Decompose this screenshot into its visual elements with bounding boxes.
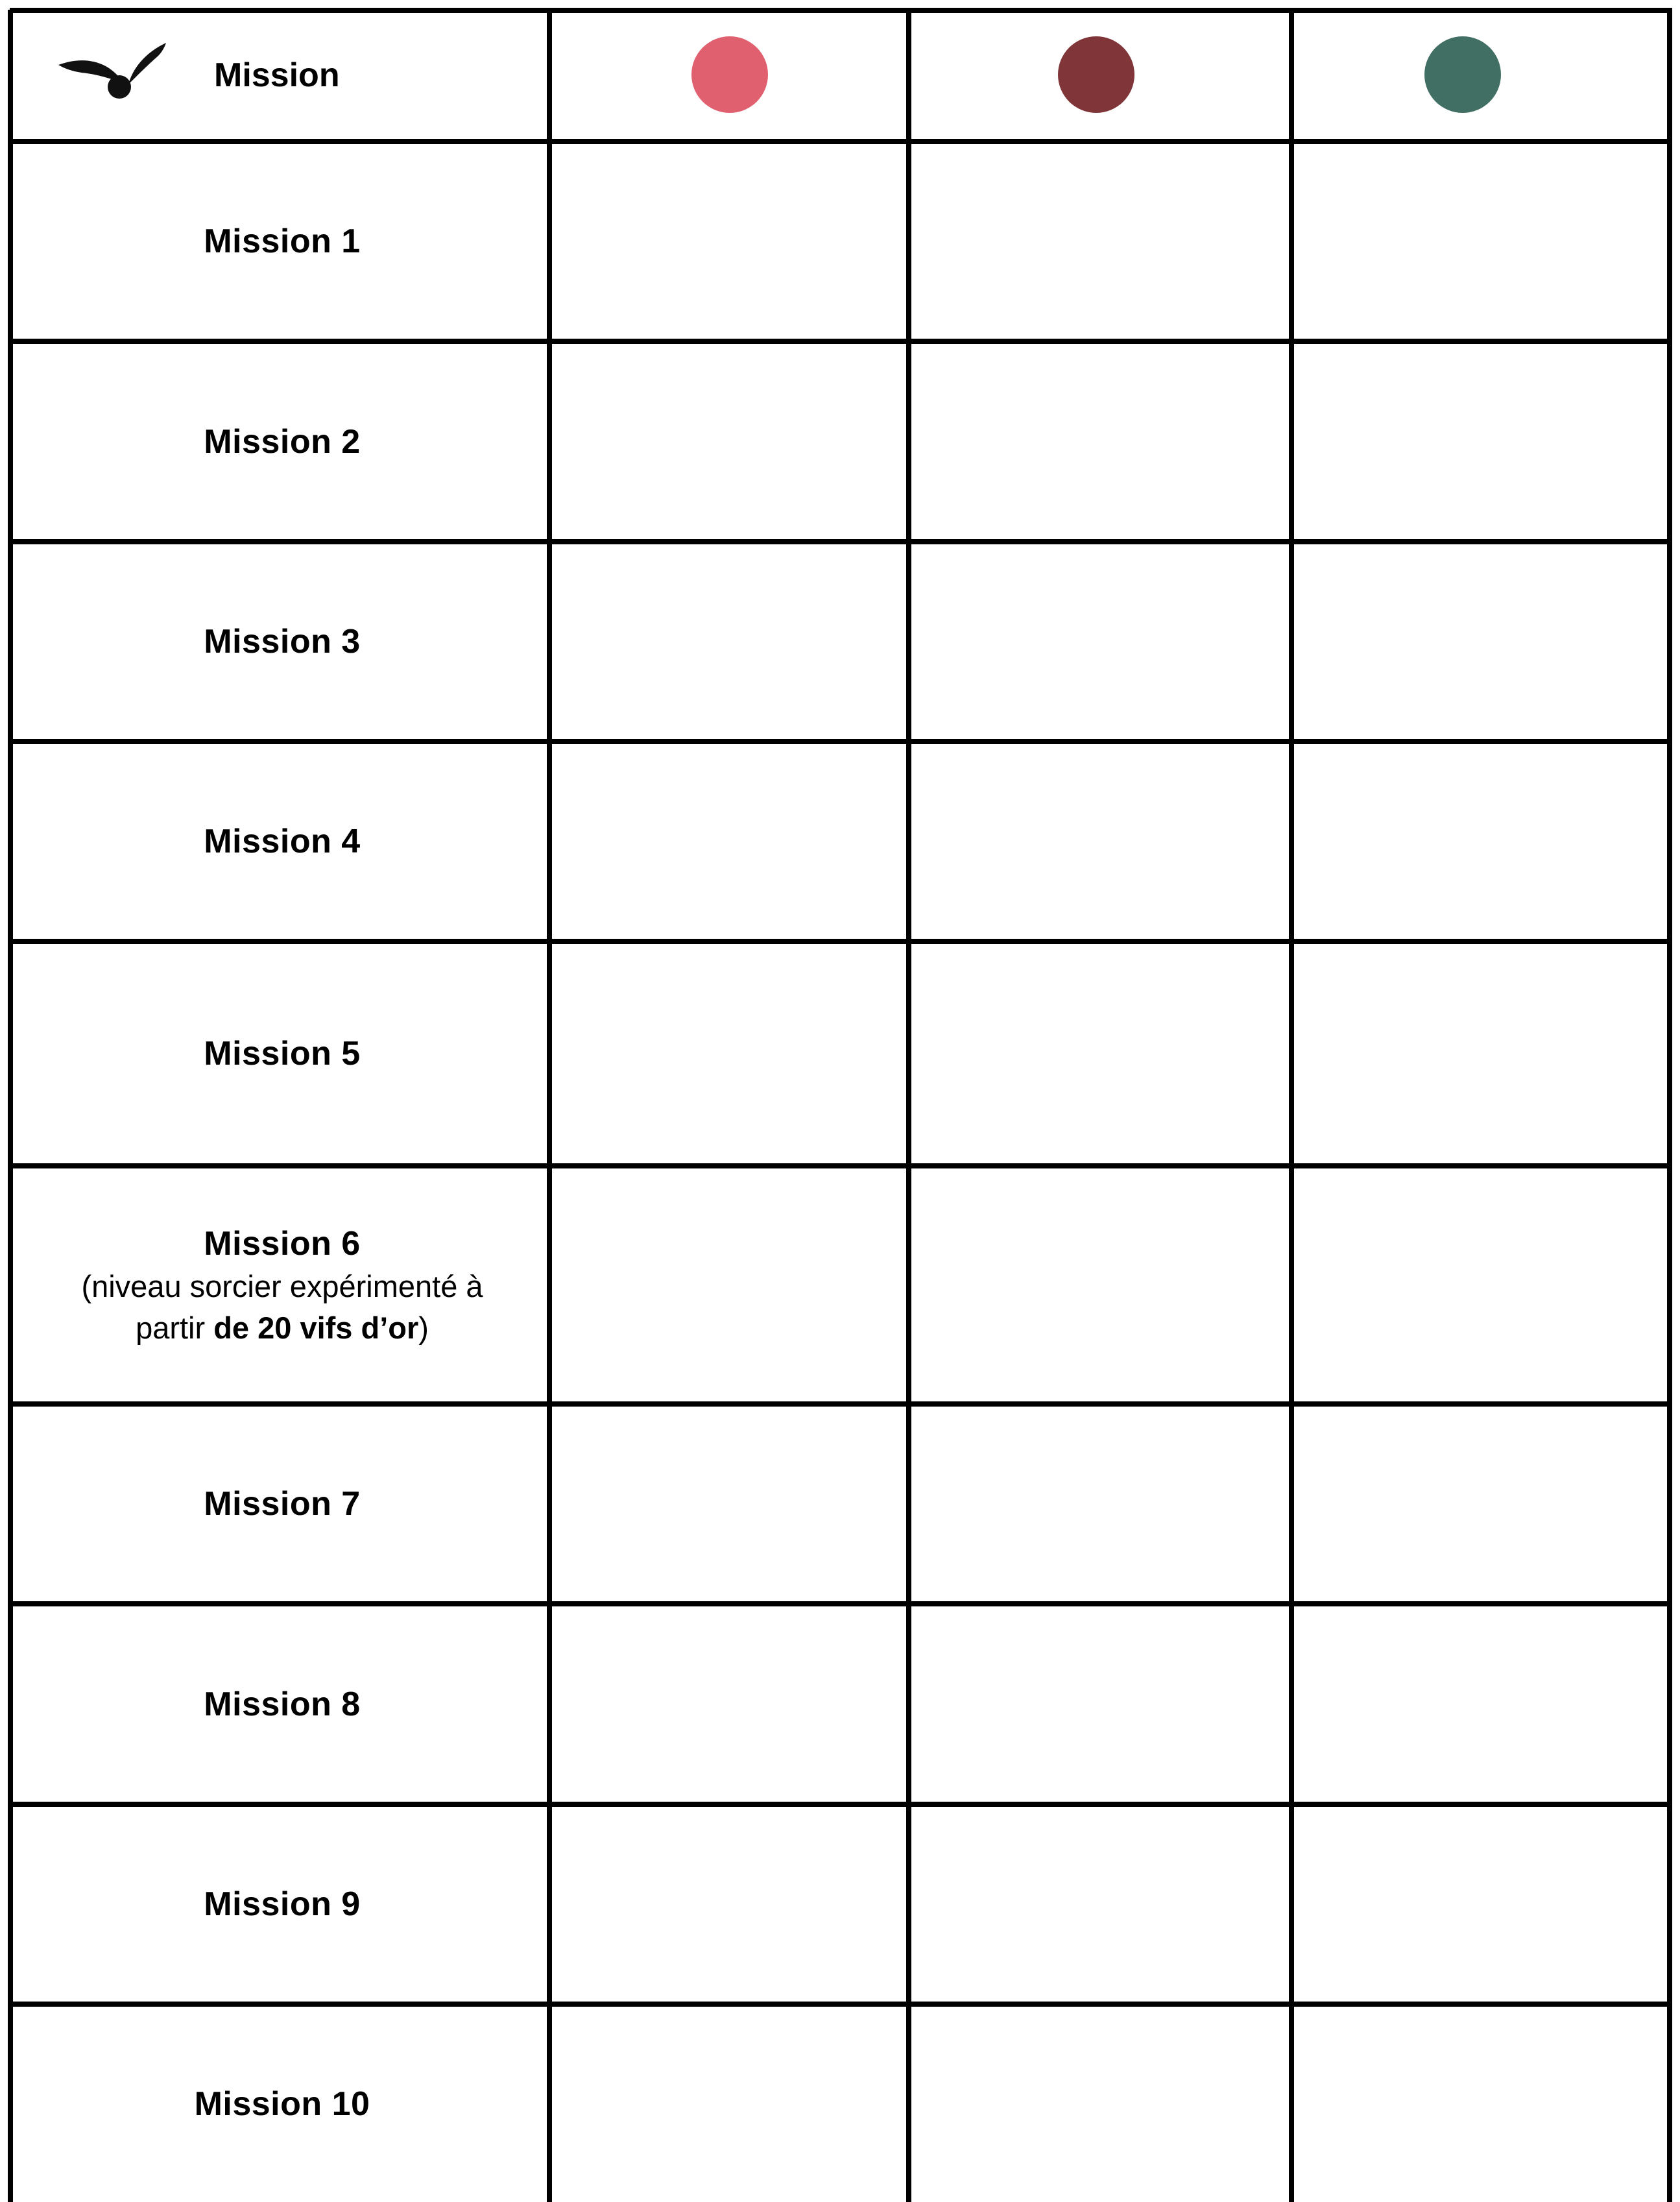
table-row [15, 1606, 549, 1802]
mission-label: Mission 7 [204, 1485, 361, 1523]
mission-note-emphasis: de 20 vifs d’or [213, 1310, 419, 1345]
column-divider [906, 10, 911, 2202]
player-color-dot [1424, 36, 1501, 113]
player-color-dot [1058, 36, 1134, 113]
column-divider [1289, 10, 1294, 2202]
row-divider [10, 1802, 1672, 1807]
row-divider [10, 2002, 1672, 2007]
mission-note: (niveau sorcier expérimenté à [81, 1268, 483, 1303]
row-divider [10, 1163, 1672, 1168]
mission-label: Mission 3 [204, 623, 361, 660]
table-border-top [10, 8, 1672, 13]
mission-column-header: Mission [214, 56, 340, 94]
mission-note-text: partir [136, 1310, 214, 1345]
table-row [15, 344, 549, 539]
table-row [15, 144, 549, 339]
row-divider [10, 1601, 1672, 1606]
table-row [15, 2007, 549, 2201]
mission-label: Mission 5 [204, 1035, 361, 1072]
table-row [15, 1407, 549, 1601]
row-divider [10, 339, 1672, 344]
mission-label: Mission 9 [204, 1885, 361, 1923]
mission-label: Mission 4 [204, 823, 361, 860]
row-divider [10, 739, 1672, 744]
row-divider [10, 1401, 1672, 1407]
golden-snitch-icon [57, 39, 174, 104]
row-divider [10, 139, 1672, 144]
mission-label: Mission 6 [204, 1224, 361, 1263]
mission-label: Mission 10 [194, 2085, 370, 2123]
mission-label: Mission 1 [204, 223, 361, 260]
player-color-dot [691, 36, 768, 113]
column-divider [8, 10, 13, 2202]
mission-note-text: ) [418, 1310, 429, 1345]
table-row [15, 744, 549, 939]
mission-note [136, 1307, 429, 1349]
row-divider [10, 539, 1672, 544]
table-row [15, 944, 549, 1163]
table-row [15, 1168, 549, 1401]
table-row [15, 1807, 549, 2002]
table-row [15, 544, 549, 739]
mission-label: Mission 8 [204, 1685, 361, 1723]
column-divider [1667, 10, 1672, 2202]
row-divider [10, 939, 1672, 944]
mission-label: Mission 2 [204, 422, 361, 461]
